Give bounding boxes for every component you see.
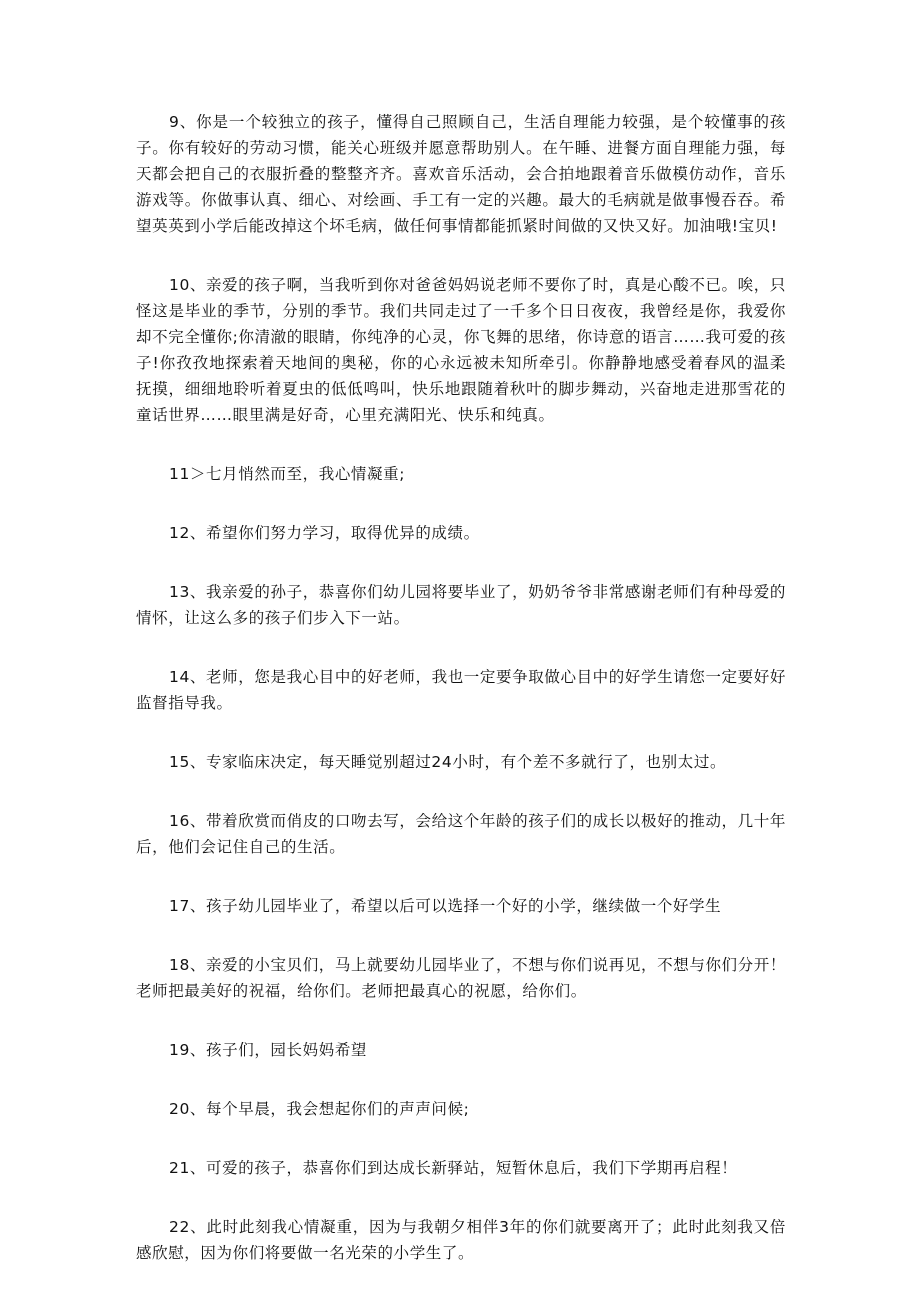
paragraph-15: 15、专家临床决定，每天睡觉别超过24小时，有个差不多就行了，也别太过。 [169,753,727,771]
paragraph-21: 21、可爱的孩子，恭喜你们到达成长新驿站，短暂休息后，我们下学期再启程！ [169,1159,738,1177]
paragraph-10: 10、亲爱的孩子啊，当我听到你对爸爸妈妈说老师不要你了时，真是心酸不已。唉，只怪这是毕业的季节，分别的季节。我们共同走过了一千多个日日夜夜，我曾经是你，我爱你却不完全懂你;你清澈的眼睛，你纯净的心灵，你飞舞的思绪，你诗意的语言……我可爱的孩子!你孜孜地探索着天地间的奥秘，你的心永远被未知所牵引。你静静地感受着春风的温柔抚摸，细细地聆听着夏虫的低低鸣叫，快乐地跟随着秋叶的脚步舞动，兴奋地走进那雪花的童话世界……眼里满是好奇，心里充满阳光、快乐和纯真。 [136,276,786,424]
paragraph-12: 12、希望你们努力学习，取得优异的成绩。 [169,524,480,542]
paragraph-13: 13、我亲爱的孙子，恭喜你们幼儿园将要毕业了，奶奶爷爷非常感谢老师们有种母爱的情怀，让这么多的孩子们步入下一站。 [136,583,786,627]
paragraph-9: 9、你是一个较独立的孩子，懂得自己照顾自己，生活自理能力较强，是个较懂事的孩子。你有较好的劳动习惯，能关心班级并愿意帮助别人。在午睡、进餐方面自理能力强，每天都会把自己的衣服折叠的整整齐齐。喜欢音乐活动，会合拍地跟着音乐做模仿动作，音乐游戏等。你做事认真、细心、对绘画、手工有一定的兴趣。最大的毛病就是做事慢吞吞。希望英英到小学后能改掉这个坏毛病，做任何事情都能抓紧时间做的又快又好。加油哦!宝贝! [136,113,786,235]
paragraph-22: 22、此时此刻我心情凝重，因为与我朝夕相伴3年的你们就要离开了；此时此刻我又倍感欣慰，因为你们将要做一名光荣的小学生了。 [136,1218,786,1262]
paragraph-16: 16、带着欣赏而俏皮的口吻去写，会给这个年龄的孩子们的成长以极好的推动，几十年后，他们会记住自己的生活。 [136,812,786,856]
paragraph-14: 14、老师，您是我心目中的好老师，我也一定要争取做心目中的好学生请您一定要好好监督指导我。 [136,668,786,712]
paragraph-11: 11＞七月悄然而至，我心情凝重; [169,465,406,483]
paragraph-19: 19、孩子们，园长妈妈希望 [169,1041,368,1059]
document-body [136,109,786,1266]
paragraph-18: 18、亲爱的小宝贝们，马上就要幼儿园毕业了，不想与你们说再见，不想与你们分开！老师把最美好的祝福，给你们。老师把最真心的祝愿，给你们。 [136,956,786,1000]
paragraph-20: 20、每个早晨，我会想起你们的声声问候; [169,1100,470,1118]
paragraph-17: 17、孩子幼儿园毕业了，希望以后可以选择一个好的小学，继续做一个好学生 [169,897,722,915]
